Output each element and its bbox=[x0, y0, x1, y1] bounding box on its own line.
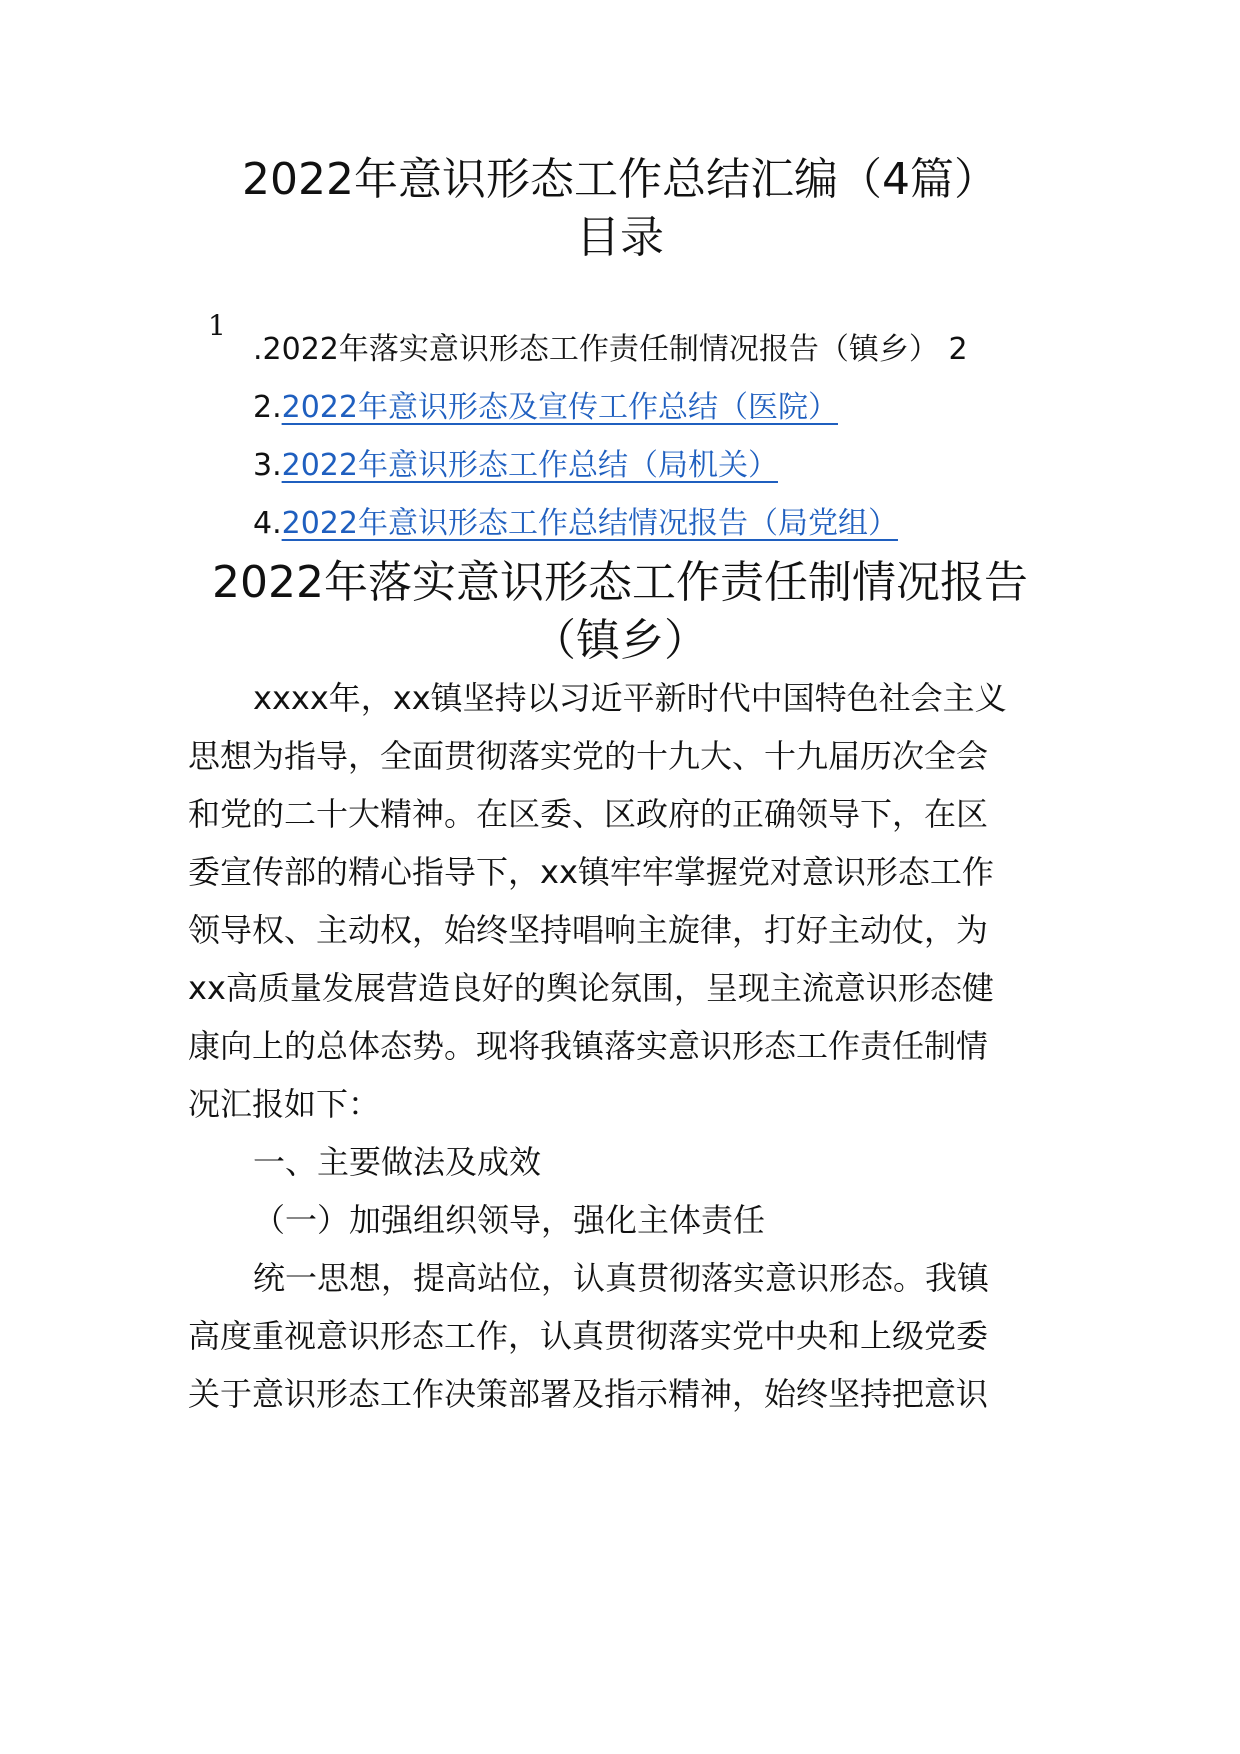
intro-line-3: 和党的二十大精神。在区委、区政府的正确领导下，在区 bbox=[188, 795, 989, 833]
section-title-text: 2022年落实意识形态工作责任制情况报告 bbox=[212, 557, 1028, 608]
intro-line-1: xxxx年，xx镇坚持以习近平新时代中国特色社会主义 bbox=[253, 679, 1007, 717]
toc-item-3 bbox=[253, 446, 778, 486]
heading-level-2: （一）加强组织领导，强化主体责任 bbox=[253, 1201, 766, 1239]
toc-marker: 1 bbox=[208, 309, 226, 342]
intro-line-5: 领导权、主动权，始终坚持唱响主旋律，打好主动仗，为 bbox=[188, 911, 989, 949]
body-line-2: 高度重视意识形态工作，认真贯彻落实党中央和上级党委 bbox=[188, 1317, 989, 1355]
toc-link-2[interactable]: 2022年意识形态及宣传工作总结（医院） bbox=[281, 390, 838, 425]
section-subtitle bbox=[0, 613, 1240, 669]
toc-item-4 bbox=[253, 504, 898, 544]
toc-item-2 bbox=[253, 388, 838, 428]
toc-item-3-prefix: 3. bbox=[253, 448, 282, 483]
intro-line-8: 况汇报如下： bbox=[188, 1085, 381, 1123]
body-line-3: 关于意识形态工作决策部署及指示精神，始终坚持把意识 bbox=[188, 1375, 989, 1413]
section-title bbox=[0, 555, 1240, 611]
intro-line-7: 康向上的总体态势。现将我镇落实意识形态工作责任制情 bbox=[188, 1027, 989, 1065]
intro-line-2: 思想为指导，全面贯彻落实党的十九大、十九届历次全会 bbox=[188, 737, 989, 775]
toc-heading-text: 目录 bbox=[576, 212, 664, 263]
intro-line-6: xx高质量发展营造良好的舆论氛围，呈现主流意识形态健 bbox=[188, 969, 994, 1007]
section-subtitle-text: （镇乡） bbox=[532, 615, 708, 666]
toc-link-4[interactable]: 2022年意识形态工作总结情况报告（局党组） bbox=[281, 506, 898, 541]
heading-level-1: 一、主要做法及成效 bbox=[253, 1143, 542, 1181]
intro-line-4: 委宣传部的精心指导下，xx镇牢牢掌握党对意识形态工作 bbox=[188, 853, 994, 891]
toc-heading bbox=[0, 210, 1240, 266]
document-title-text: 2022年意识形态工作总结汇编（4篇） bbox=[242, 154, 998, 205]
toc-item-1-page: 2 bbox=[948, 332, 968, 367]
body-line-1: 统一思想，提高站位，认真贯彻落实意识形态。我镇 bbox=[253, 1259, 990, 1297]
document-title bbox=[0, 152, 1240, 208]
toc-link-3[interactable]: 2022年意识形态工作总结（局机关） bbox=[281, 448, 778, 483]
toc-item-2-prefix: 2. bbox=[253, 390, 282, 425]
toc-item-1 bbox=[253, 330, 968, 370]
toc-item-1-text: 2022年落实意识形态工作责任制情况报告（镇乡） bbox=[262, 332, 939, 367]
toc-item-1-prefix: . bbox=[253, 332, 263, 367]
toc-item-4-prefix: 4. bbox=[253, 506, 282, 541]
